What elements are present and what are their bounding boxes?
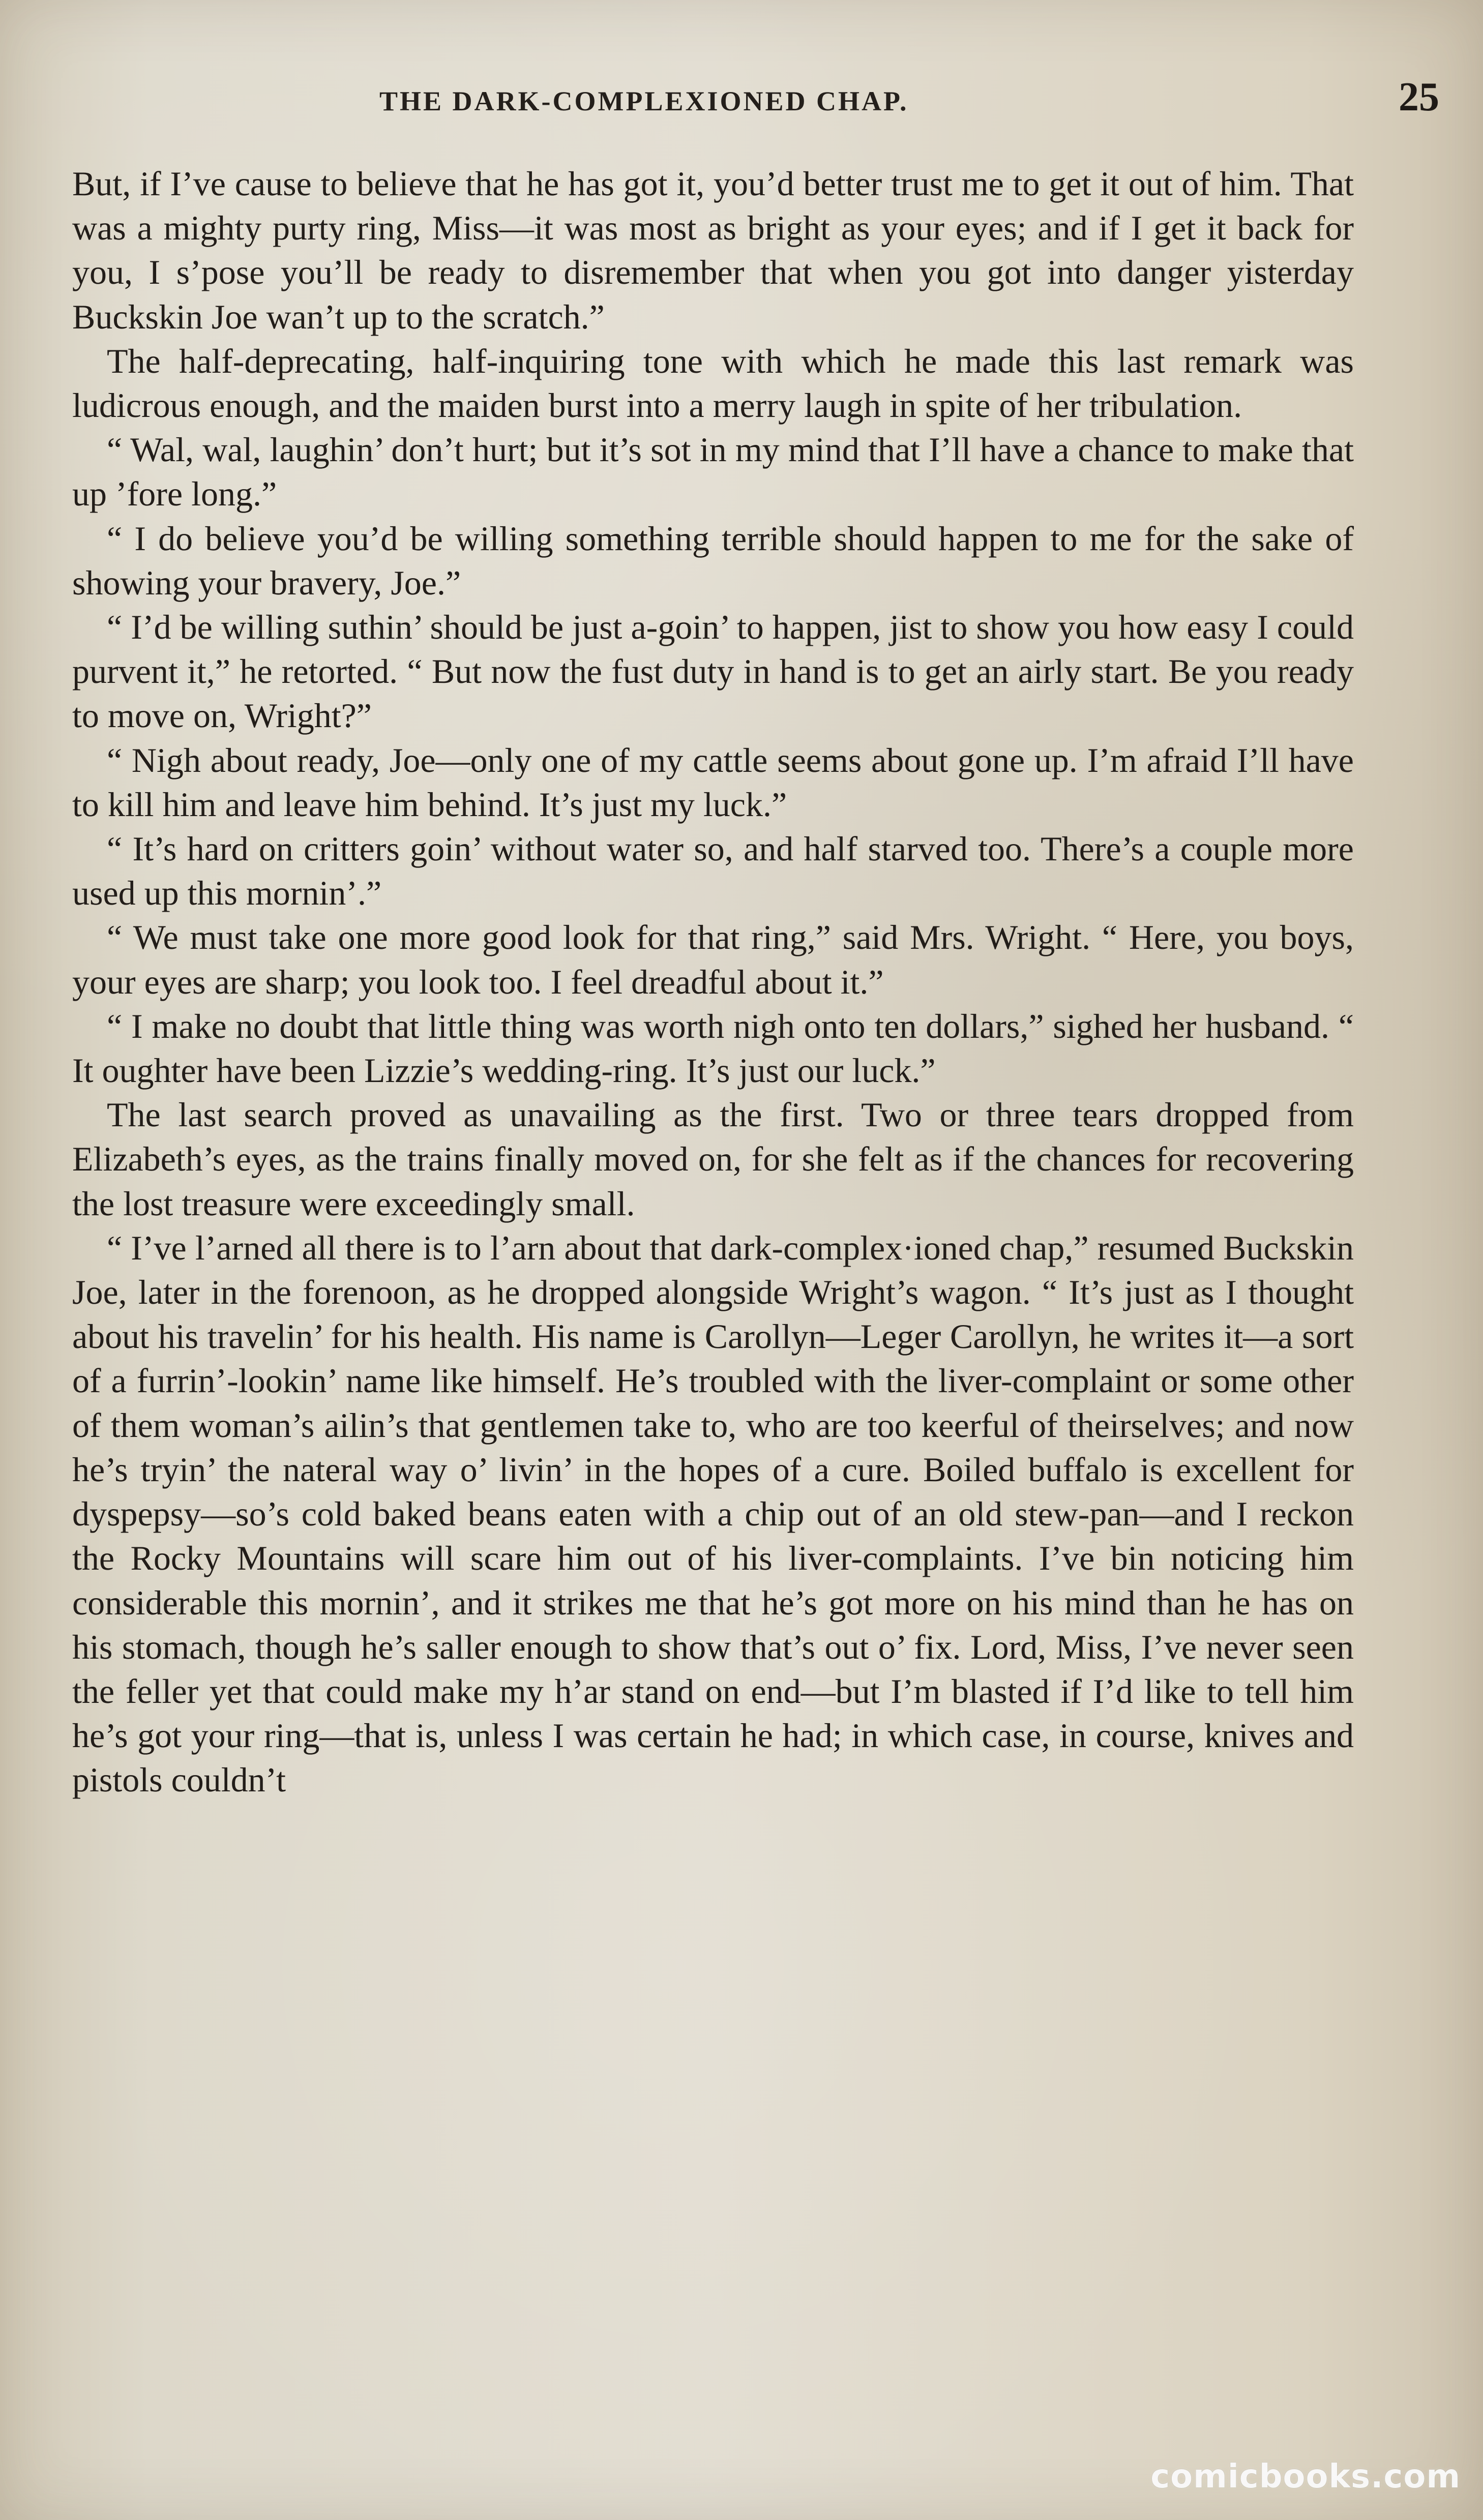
page-number: 25 bbox=[1399, 75, 1439, 119]
paragraph-4: “ I do believe you’d be willing something terrible should happen to me for the sake of showing your bravery, Joe.” bbox=[72, 519, 1354, 602]
paragraph-9: “ I make no doubt that little thing was worth nigh onto ten dollars,” sighed her husband. “ It oughter have been Lizzie’s wedding-ring. It’s just our luck.” bbox=[72, 1006, 1354, 1090]
page-body bbox=[72, 162, 1354, 1803]
paragraph-1: But, if I’ve cause to believe that he has got it, you’d better trust me to get it out of him. That was a mighty purty ring, Miss—it was most as bright as your eyes; and if I get it back for you, I s’pose you’ll be ready to disremember that when you got into danger yisterday Buckskin Joe wan’t up to the scratch.” bbox=[72, 164, 1354, 336]
page-header bbox=[76, 74, 1442, 135]
paragraph-6: “ Nigh about ready, Joe—only one of my cattle seems about gone up. I’m afraid I’ll have to kill him and leave him behind. It’s just my luck.” bbox=[72, 740, 1354, 824]
paragraph-7: “ It’s hard on critters goin’ without water so, and half starved too. There’s a couple more used up this mornin’.” bbox=[72, 829, 1354, 913]
paragraph-8: “ We must take one more good look for that ring,” said Mrs. Wright. “ Here, you boys, your eyes are sharp; you look too. I feel dreadful about it.” bbox=[72, 918, 1354, 1001]
paragraph-3: “ Wal, wal, laughin’ don’t hurt; but it’s sot in my mind that I’ll have a chance to make that up ’fore long.” bbox=[72, 430, 1354, 514]
paragraph-2: The half-deprecating, half-inquiring tone with which he made this last remark was ludicrous enough, and the maiden burst into a merry laugh in spite of her tribulation. bbox=[72, 341, 1354, 425]
paragraph-10: The last search proved as unavailing as the first. Two or three tears dropped from Elizabeth’s eyes, as the trains finally moved on, for she felt as if the chances for recovering the lost treasure were exceedingly small. bbox=[72, 1095, 1354, 1223]
watermark: comicbooks.com bbox=[1150, 2458, 1461, 2496]
running-head: THE DARK-COMPLEXIONED CHAP. bbox=[379, 86, 909, 116]
paragraph-5: “ I’d be willing suthin’ should be just a-goin’ to happen, jist to show you how easy I could purvent it,” he retorted. “ But now the fust duty in hand is to get an airly start. Be you ready to move on, Wright?” bbox=[72, 608, 1354, 735]
paragraph-11: “ I’ve l’arned all there is to l’arn about that dark-complex·ioned chap,” resumed Buckskin Joe, later in the forenoon, as he dropped alongside Wright’s wagon. “ It’s just as I thought about his travelin’ for his health. His name is Carollyn—Leger Carollyn, he writes it—a sort of a furrin’-lookin’ name like himself. He’s troubled with the liver-complaint or some other of them woman’s ailin’s that gentlemen take to, who are too keerful of theirselves; and now he’s tryin’ the nateral way o’ livin’ in the hopes of a cure. Boiled buffalo is excellent for dyspepsy—so’s cold baked beans eaten with a chip out of an old stew-pan—and I reckon the Rocky Mountains will scare him out of his liver-complaints. I’ve bin noticing him considerable this mornin’, and it strikes me that he’s got more on his mind than he has on his stomach, though he’s saller enough to show that’s out o’ fix. Lord, Miss, I’ve never seen the feller yet that could make my h’ar stand on end—but I’m blasted if I’d like to tell him he’s got your ring—that is, unless I was certain he had; in which case, in course, knives and pistols couldn’t bbox=[72, 1228, 1354, 1799]
